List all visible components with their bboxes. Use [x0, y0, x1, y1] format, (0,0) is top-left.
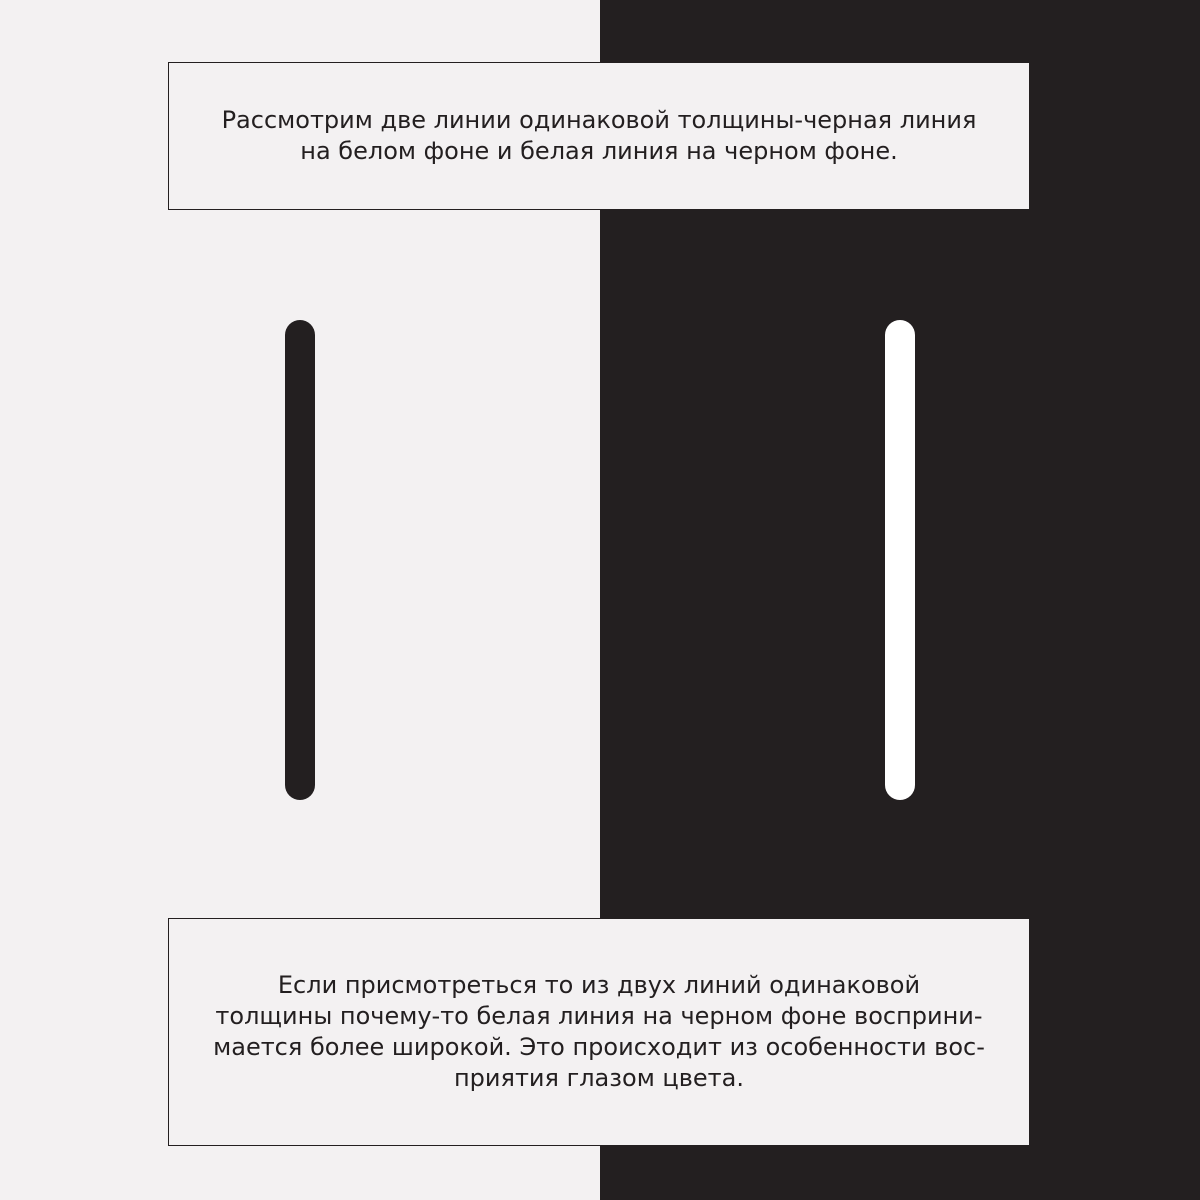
bottom-caption-text — [213, 970, 985, 1095]
bottom-caption-line: мается более широкой. Это происходит из особенности вос- — [213, 1033, 985, 1061]
bottom-caption-line: толщины почему-то белая линия на черном фоне восприни- — [215, 1001, 983, 1030]
top-caption-text — [222, 105, 977, 167]
top-caption-line: Рассмотрим две линии одинаковой толщины-черная линия — [221, 105, 977, 134]
top-caption-line: на белом фоне и белая линия на черном фоне. — [300, 137, 898, 165]
white-line-on-black — [885, 320, 915, 800]
top-caption-box — [168, 62, 1030, 210]
black-line-on-white — [285, 320, 315, 800]
bottom-caption-box — [168, 918, 1030, 1146]
bottom-caption-line: Если присмотреться то из двух линий одинаковой — [277, 970, 921, 999]
bottom-caption-line: приятия глазом цвета. — [453, 1064, 744, 1093]
